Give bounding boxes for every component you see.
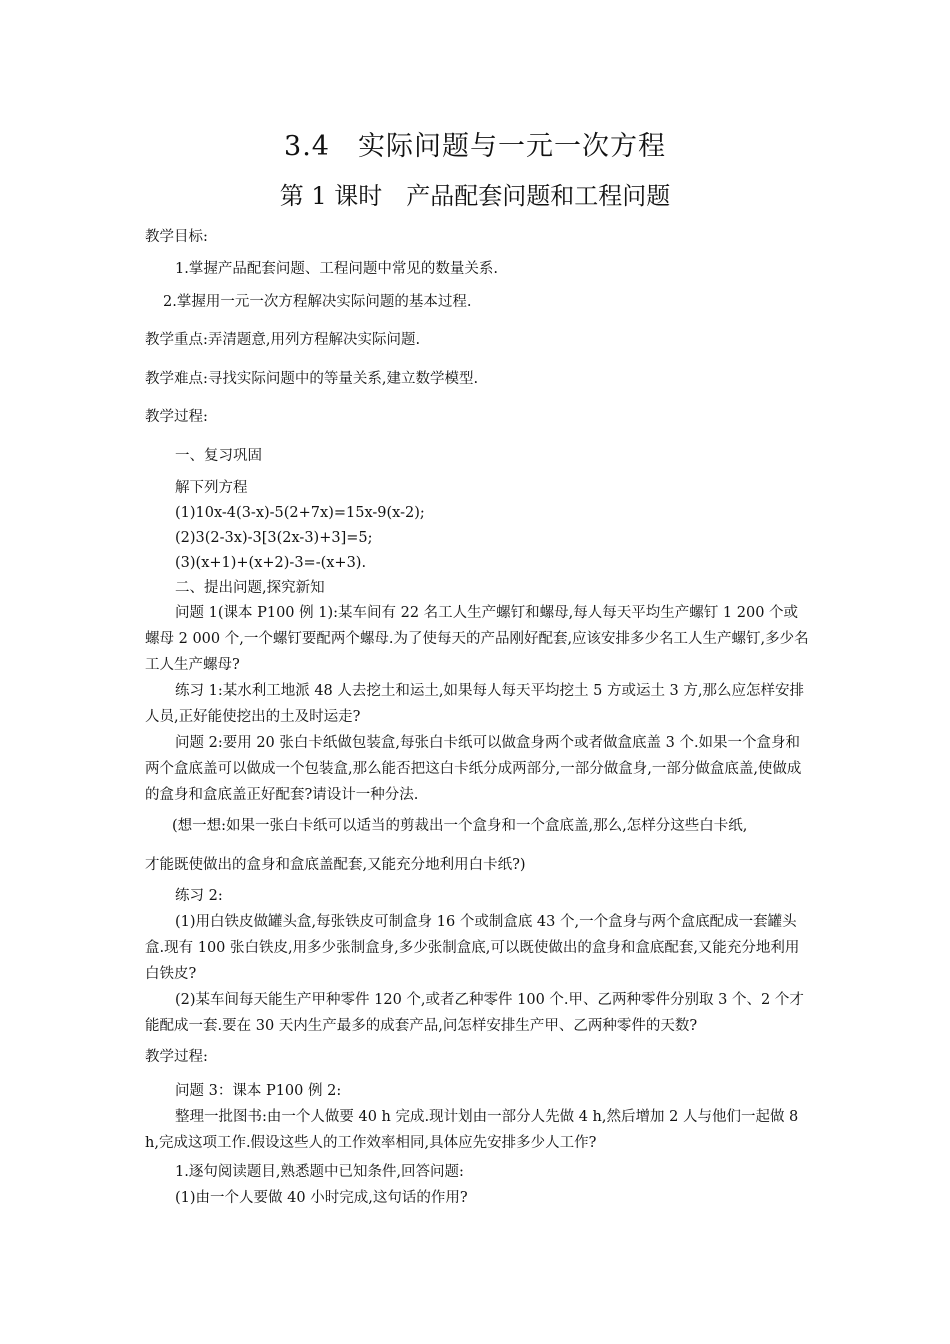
problem-2: 问题 2:要用 20 张白卡纸做包装盒,每张白卡纸可以做盒身两个或者做盒底盖 3 个.如果一个盒身和两个盒底盖可以做成一个包装盒,那么能否把这白卡纸分成两部分,一部分做盒身,一部分做盒底盖,使做成的盒身和盒底盖正好配套?请设计一种分法. (145, 735, 802, 803)
page-title: 3.4 实际问题与一元一次方程 (284, 131, 666, 162)
objectives-label: 教学目标: (145, 229, 208, 245)
difficulty: 教学难点:寻找实际问题中的等量关系,建立数学模型. (145, 371, 479, 387)
think-line-1: (想一想:如果一张白卡纸可以适当的剪裁出一个盒身和一个盒底盖,那么,怎样分这些白卡纸, (172, 818, 748, 834)
equation-2: (2)3(2-3x)-3[3(2x-3)+3]=5; (175, 530, 373, 546)
review-heading: 一、复习巩固 (175, 448, 262, 464)
process-label: 教学过程: (145, 409, 208, 425)
equation-3: (3)(x+1)+(x+2)-3=-(x+3). (175, 555, 367, 571)
step-1: 1.逐句阅读题目,熟悉题中已知条件,回答问题: (175, 1164, 464, 1180)
exercise-2-part-2: (2)某车间每天能生产甲种零件 120 个,或者乙种零件 100 个.甲、乙两种零件分别取 3 个、2 个才能配成一套.要在 30 天内生产最多的成套产品,问怎样安排生产甲、乙两种零件的天数? (145, 992, 804, 1034)
exercise-2-part-1: (1)用白铁皮做罐头盒,每张铁皮可制盒身 16 个或制盒底 43 个,一个盒身与两个盒底配成一套罐头盒.现有 100 张白铁皮,用多少张制盒身,多少张制盒底,可以既使做出的盒身和盒底配套,又能充分地利用白铁皮? (145, 914, 800, 982)
process-label-2: 教学过程: (145, 1049, 208, 1065)
step-1-question-1: (1)由一个人要做 40 小时完成,这句话的作用? (175, 1190, 468, 1206)
problem-1: 问题 1(课本 P100 例 1):某车间有 22 名工人生产螺钉和螺母,每人每天平均生产螺钉 1 200 个或螺母 2 000 个,一个螺钉要配两个螺母.为了使每天的产品刚好配套,应该安排多少名工人生产螺钉,多少名工人生产螺母? (145, 605, 809, 673)
key-point: 教学重点:弄清题意,用列方程解决实际问题. (145, 332, 421, 348)
equation-1: (1)10x-4(3-x)-5(2+7x)=15x-9(x-2); (175, 505, 425, 521)
problem-3: 整理一批图书:由一个人做要 40 h 完成.现计划由一部分人先做 4 h,然后增加 2 人与他们一起做 8 h,完成这项工作.假设这些人的工作效率相同,具体应先安排多少人工作? (145, 1109, 799, 1151)
exercise-1: 练习 1:某水利工地派 48 人去挖土和运土,如果每人每天平均挖土 5 方或运土 3 方,那么应怎样安排人员,正好能使挖出的土及时运走? (145, 683, 804, 725)
exercise-2-label: 练习 2: (175, 888, 223, 904)
objective-1: 1.掌握产品配套问题、工程问题中常见的数量关系. (175, 261, 498, 277)
think-line-2: 才能既使做出的盒身和盒底盖配套,又能充分地利用白卡纸?) (145, 857, 526, 873)
objective-2: 2.掌握用一元一次方程解决实际问题的基本过程. (163, 294, 472, 310)
explore-heading: 二、提出问题,探究新知 (175, 580, 325, 596)
problem-3-label: 问题 3：课本 P100 例 2: (175, 1083, 342, 1099)
lesson-subtitle: 第 1 课时 产品配套问题和工程问题 (279, 182, 671, 210)
review-intro: 解下列方程 (175, 480, 248, 496)
